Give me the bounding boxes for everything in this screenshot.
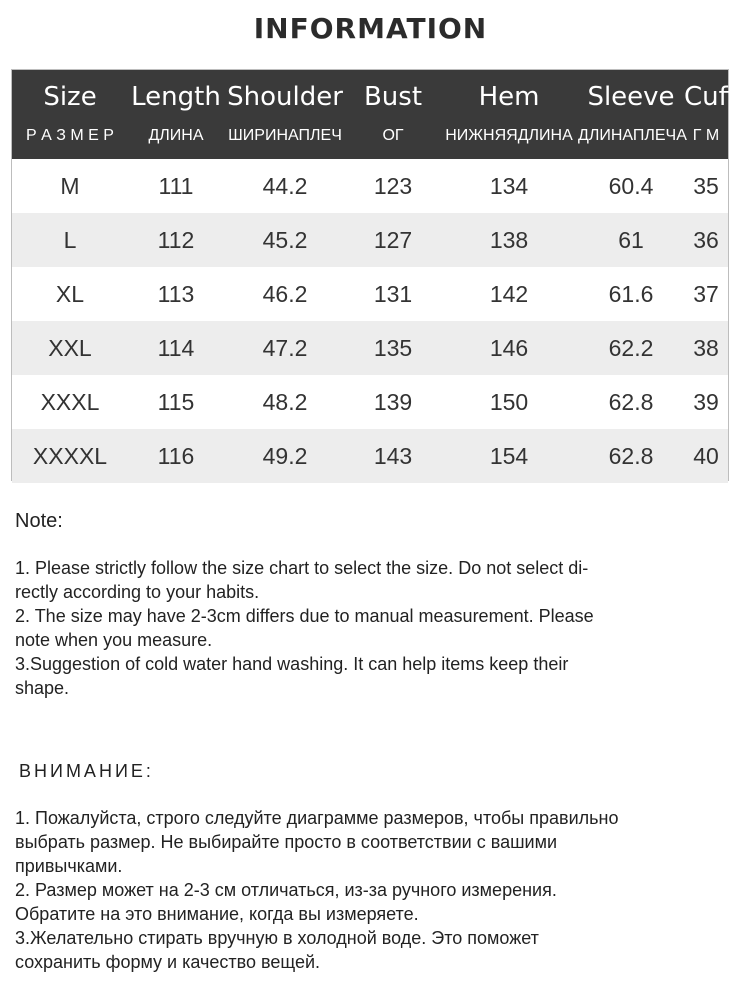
cell-length: 111: [158, 173, 194, 199]
cell-sleeve: 62.8: [608, 389, 654, 415]
header-label-en: Hem: [478, 82, 540, 112]
cell-sleeve: 61.6: [608, 281, 654, 307]
note-heading: Note:: [15, 510, 63, 532]
cell-length: 116: [157, 443, 195, 469]
page-title: INFORMATION: [253, 12, 488, 45]
header-hem: [440, 70, 578, 159]
cell-length: 115: [157, 389, 195, 415]
table-row: [12, 429, 728, 483]
cell-hem: 142: [489, 281, 529, 307]
header-label-en: Shoulder: [227, 82, 343, 112]
cell-bust: 143: [373, 443, 413, 469]
table-header: [12, 70, 737, 159]
cell-sleeve: 60.4: [608, 173, 654, 199]
cell-hem: 138: [489, 227, 529, 253]
cell-shoulder: 45.2: [262, 227, 308, 253]
table-row: [12, 213, 728, 267]
table-row: [12, 159, 728, 213]
header-label-en: Cuff: [684, 82, 737, 112]
ru-note-line: выбрать размер. Не выбирайте просто в соответствии с вашими: [15, 832, 558, 852]
cell-cuff: 38: [693, 335, 719, 361]
cell-cuff: 36: [693, 227, 719, 253]
note-line: rectly according to your habits.: [15, 582, 260, 602]
header-label-ru: НИЖНЯЯДЛИНА: [445, 127, 573, 144]
cell-hem: 134: [489, 173, 529, 199]
cell-bust: 131: [373, 281, 413, 307]
ru-note-line: 3.Желательно стирать вручную в холодной воде. Это поможет: [15, 928, 539, 948]
ru-note-heading: ВНИМАНИЕ:: [19, 761, 154, 781]
cell-cuff: 39: [693, 389, 719, 415]
note-line: 1. Please strictly follow the size chart to select the size. Do not select di-: [15, 558, 589, 578]
cell-shoulder: 46.2: [262, 281, 308, 307]
cell-sleeve: 61: [618, 227, 644, 253]
cell-hem: 154: [489, 443, 529, 469]
cell-size: L: [63, 227, 77, 253]
cell-bust: 127: [373, 227, 413, 253]
cell-size: XXXXL: [32, 443, 108, 469]
header-label-ru: ДЛИНА: [148, 127, 204, 144]
header-length: [128, 70, 224, 159]
ru-note-line: привычками.: [15, 856, 123, 876]
header-bust: [346, 70, 440, 159]
cell-cuff: 37: [693, 281, 719, 307]
cell-hem: 146: [489, 335, 529, 361]
ru-note-line: Обратите на это внимание, когда вы измеряете.: [15, 904, 419, 924]
cell-shoulder: 44.2: [262, 173, 308, 199]
cell-shoulder: 49.2: [262, 443, 308, 469]
cell-size: XXXL: [40, 389, 100, 415]
table-row: [12, 267, 728, 321]
header-label-ru: Г М: [692, 127, 720, 144]
size-chart-table: [11, 69, 737, 481]
ru-note-line: 2. Размер может на 2-3 см отличаться, из-за ручного измерения.: [15, 880, 557, 900]
note-line: 3.Suggestion of cold water hand washing. It can help items keep their: [15, 654, 569, 674]
cell-shoulder: 48.2: [262, 389, 308, 415]
note-line: 2. The size may have 2-3cm differs due to manual measurement. Please: [15, 606, 594, 626]
table-row: [12, 321, 728, 375]
ru-note-line: сохранить форму и качество вещей.: [15, 952, 321, 972]
ru-note-line: 1. Пожалуйста, строго следуйте диаграмме размеров, чтобы правильно: [15, 808, 619, 828]
header-label-ru: Р А З М Е Р: [26, 127, 114, 144]
header-shoulder: [224, 70, 346, 159]
table-row: [12, 375, 728, 429]
cell-bust: 123: [373, 173, 413, 199]
header-label-en: Size: [43, 82, 97, 112]
cell-cuff: 40: [693, 443, 719, 469]
header-label-ru: ШИРИНАПЛЕЧ: [228, 127, 342, 144]
header-label-en: Bust: [363, 82, 423, 112]
cell-shoulder: 47.2: [262, 335, 308, 361]
header-sleeve: [578, 70, 687, 159]
note-line: shape.: [15, 678, 70, 698]
header-cuff: [684, 70, 737, 159]
cell-length: 112: [157, 227, 195, 253]
header-label-ru: ОГ: [382, 127, 404, 144]
note-line: note when you measure.: [15, 630, 213, 650]
cell-size: XL: [55, 281, 85, 307]
cell-size: M: [60, 173, 80, 199]
cell-size: XXL: [48, 335, 92, 361]
cell-cuff: 35: [693, 173, 719, 199]
header-label-en: Length: [131, 82, 221, 112]
cell-length: 114: [157, 335, 195, 361]
header-label-en: Sleeve: [587, 82, 675, 112]
cell-sleeve: 62.2: [608, 335, 654, 361]
header-size: [12, 70, 128, 159]
header-label-ru: ДЛИНАПЛЕЧА: [578, 127, 687, 144]
cell-hem: 150: [489, 389, 529, 415]
cell-bust: 135: [373, 335, 413, 361]
cell-length: 113: [157, 281, 195, 307]
cell-sleeve: 62.8: [608, 443, 654, 469]
cell-bust: 139: [373, 389, 413, 415]
